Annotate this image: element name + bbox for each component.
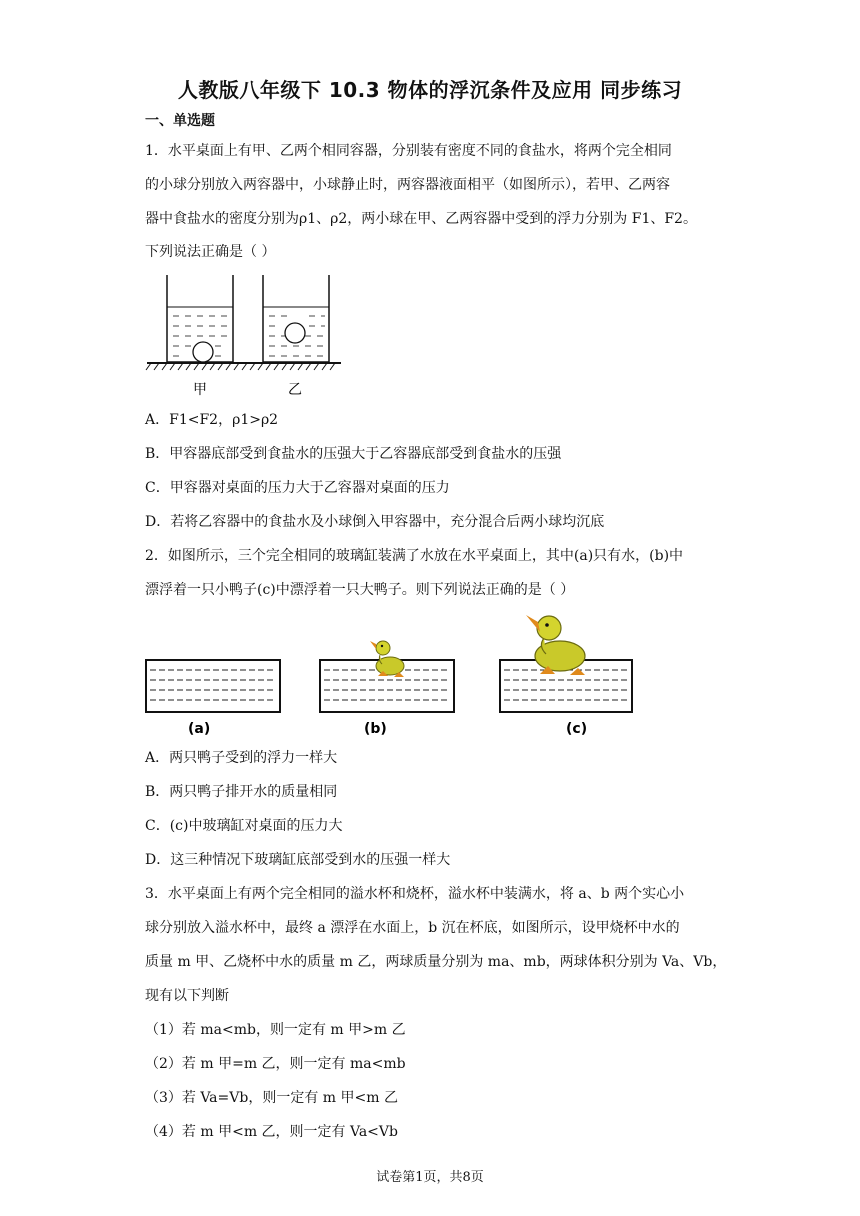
q1-figure-containers	[145, 270, 345, 400]
q2-line-2: 漂浮着一只小鸭子(c)中漂浮着一只大鸭子。则下列说法正确的是（ ）	[145, 582, 575, 598]
q3-line-2: 球分别放入溢水杯中，最终 a 漂浮在水面上，b 沉在杯底，如图所示，设甲烧杯中水的	[145, 920, 680, 936]
q1-line-4: 下列说法正确是（ ）	[145, 244, 276, 260]
label-yi: 乙	[288, 382, 302, 398]
label-a: (a)	[188, 721, 211, 737]
q2-figure-tanks	[142, 608, 642, 740]
q2-option-a: A．两只鸭子受到的浮力一样大	[145, 750, 338, 766]
q1-option-b: B．甲容器底部受到食盐水的压强大于乙容器底部受到食盐水的压强	[145, 446, 562, 462]
label-jia: 甲	[193, 382, 207, 398]
q3-judgement-1: （1）若 ma<mb，则一定有 m 甲>m 乙	[145, 1022, 406, 1038]
q2-line-1: 2．如图所示，三个完全相同的玻璃缸装满了水放在水平桌面上，其中(a)只有水，(b)中	[145, 548, 684, 564]
q1-option-c: C．甲容器对桌面的压力大于乙容器对桌面的压力	[145, 480, 450, 496]
section-heading: 一、单选题	[145, 113, 215, 129]
tank-b	[320, 641, 454, 712]
tank-c	[500, 615, 632, 712]
page-title: 人教版八年级下 10.3 物体的浮沉条件及应用 同步练习	[177, 78, 683, 102]
label-b: (b)	[364, 721, 387, 737]
q1-line-2: 的小球分别放入两容器中，小球静止时，两容器液面相平（如图所示），若甲、乙两容	[145, 177, 670, 193]
page-footer: 试卷第1页，共8页	[376, 1170, 484, 1185]
container-jia	[167, 275, 233, 362]
q3-judgement-3: （3）若 Va=Vb，则一定有 m 甲<m 乙	[145, 1090, 398, 1106]
q3-line-3: 质量 m 甲、乙烧杯中水的质量 m 乙，两球质量分别为 ma、mb，两球体积分别为 Va、Vb，	[145, 954, 727, 970]
q1-option-a: A．F1<F2，ρ1>ρ2	[145, 412, 279, 428]
q1-option-d: D．若将乙容器中的食盐水及小球倒入甲容器中，充分混合后两小球均沉底	[145, 514, 605, 530]
q3-line-4: 现有以下判断	[145, 988, 229, 1004]
q3-judgement-2: （2）若 m 甲=m 乙，则一定有 ma<mb	[145, 1056, 406, 1072]
q1-line-3: 器中食盐水的密度分别为ρ1、ρ2，两小球在甲、乙两容器中受到的浮力分别为 F1、F2。	[145, 211, 697, 227]
tank-a	[146, 660, 280, 712]
q2-option-c: C．(c)中玻璃缸对桌面的压力大	[145, 818, 343, 834]
q3-judgement-4: （4）若 m 甲<m 乙，则一定有 Va<Vb	[145, 1124, 398, 1140]
q2-option-b: B．两只鸭子排开水的质量相同	[145, 784, 338, 800]
big-duck-icon	[526, 615, 585, 675]
label-c: (c)	[566, 721, 588, 737]
q1-line-1: 1．水平桌面上有甲、乙两个相同容器，分别装有密度不同的食盐水，将两个完全相同	[145, 143, 672, 159]
q3-line-1: 3．水平桌面上有两个完全相同的溢水杯和烧杯，溢水杯中装满水，将 a、b 两个实心小	[145, 886, 685, 902]
container-yi	[263, 275, 329, 362]
q2-option-d: D．这三种情况下玻璃缸底部受到水的压强一样大	[145, 852, 451, 868]
